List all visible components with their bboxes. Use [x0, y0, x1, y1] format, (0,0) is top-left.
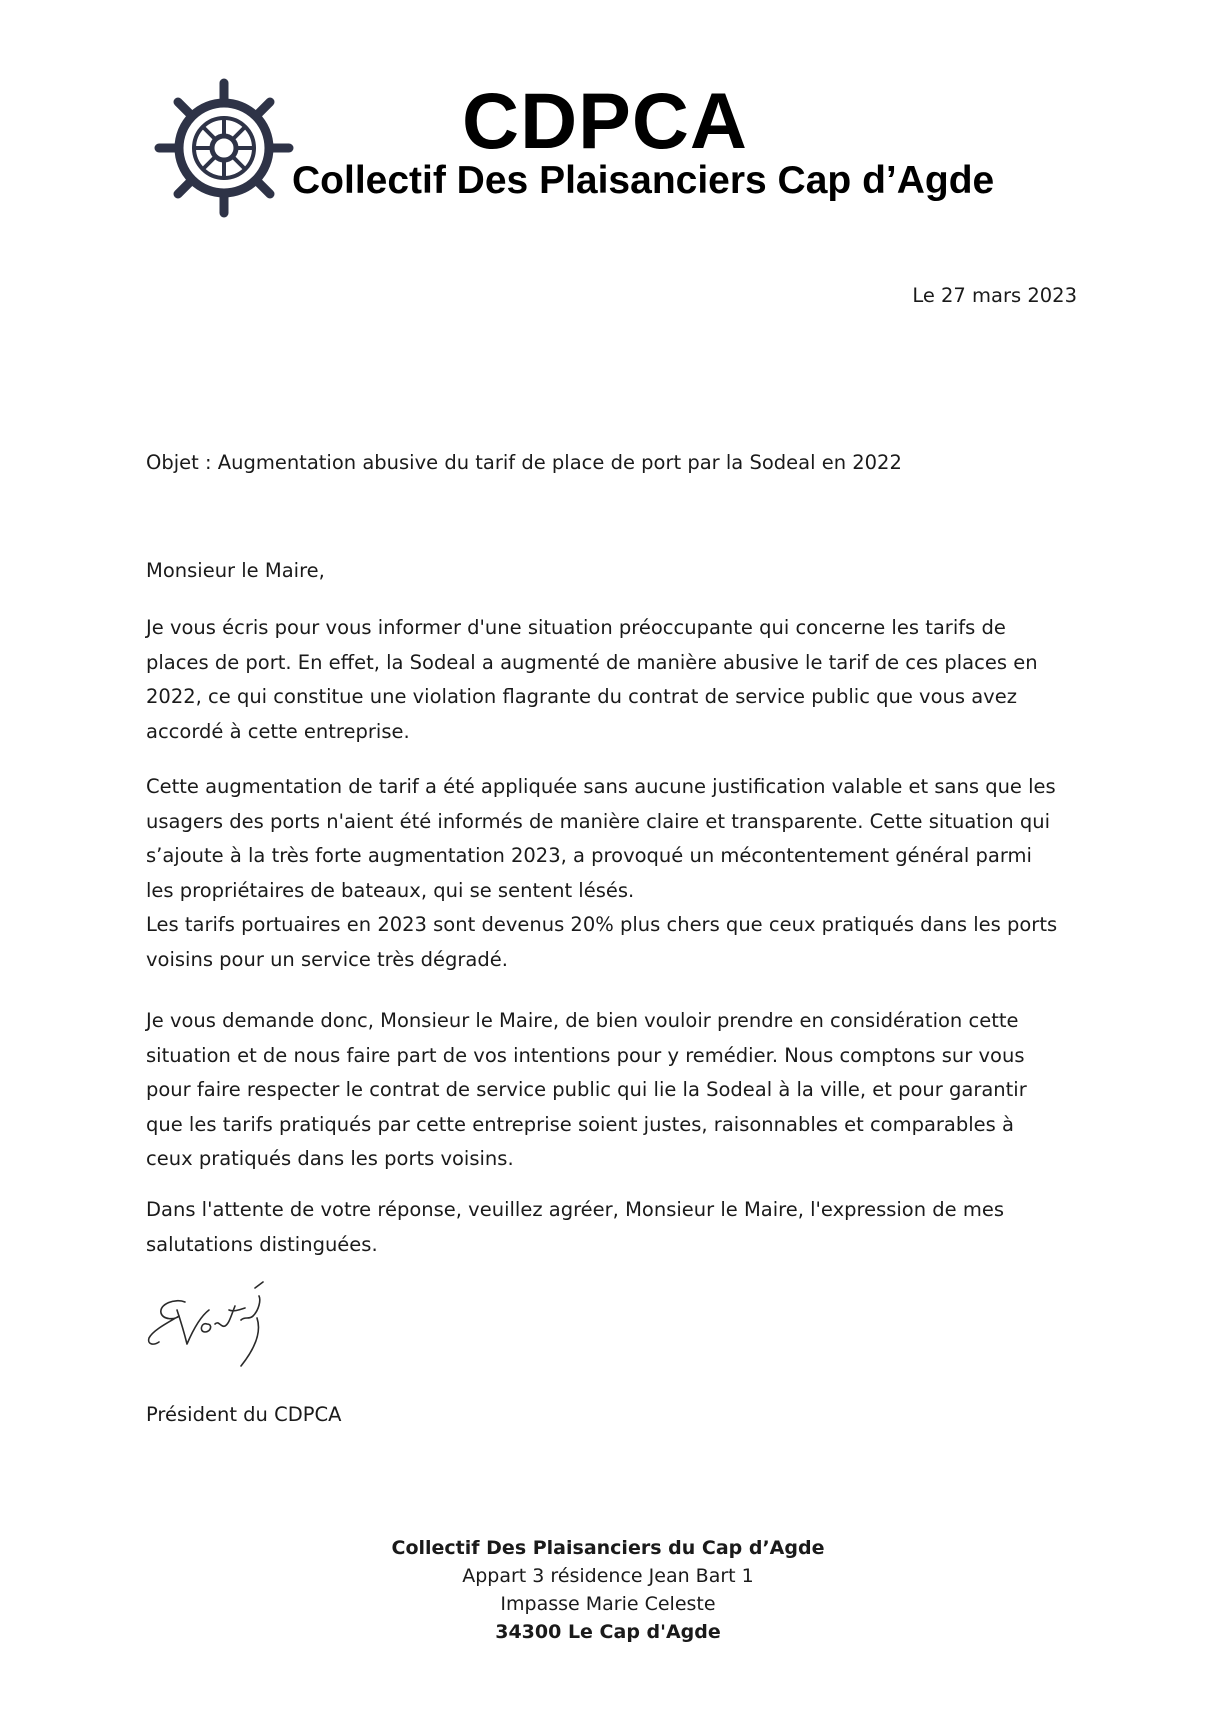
- footer-address-line-1: Appart 3 résidence Jean Bart 1: [462, 1565, 754, 1587]
- text-line: accordé à cette entreprise.: [146, 719, 410, 743]
- letter-salutation: Monsieur le Maire,: [146, 559, 325, 582]
- footer-city: 34300 Le Cap d'Agde: [495, 1621, 721, 1643]
- text-line: Je vous demande donc, Monsieur le Maire, de bien vouloir prendre en considération cette: [146, 1009, 1019, 1032]
- text-line: voisins pour un service très dégradé.: [146, 947, 508, 971]
- handwritten-signature-icon: [145, 1280, 295, 1375]
- letter-paragraph-2: [146, 770, 1086, 978]
- text-line: 2022, ce qui constitue une violation flagrante du contrat de service public que vous avez: [146, 685, 1017, 709]
- org-acronym: CDPCA: [462, 76, 748, 165]
- text-line: pour faire respecter le contrat de service public qui lie la Sodeal à la ville, et pour garantir: [146, 1078, 1027, 1102]
- letter-subject: Objet : Augmentation abusive du tarif de place de port par la Sodeal en 2022: [146, 451, 902, 474]
- signatory-title: Président du CDPCA: [146, 1403, 342, 1426]
- text-line: s’ajoute à la très forte augmentation 2023, a provoqué un mécontentement général parmi: [146, 844, 1032, 868]
- text-line: usagers des ports n'aient été informés de manière claire et transparente. Cette situation qui: [146, 809, 1050, 833]
- text-line: Dans l'attente de votre réponse, veuillez agréer, Monsieur le Maire, l'expression de mes: [146, 1198, 1005, 1221]
- footer-org-name: Collectif Des Plaisanciers du Cap d’Agde: [391, 1537, 825, 1559]
- text-line: Je vous écris pour vous informer d'une situation préoccupante qui concerne les tarifs de: [146, 616, 1006, 639]
- text-line: que les tarifs pratiqués par cette entreprise soient justes, raisonnables et comparables à: [146, 1112, 1014, 1136]
- footer-address: [0, 1534, 1216, 1646]
- text-line: Les tarifs portuaires en 2023 sont devenus 20% plus chers que ceux pratiqués dans les ports: [146, 913, 1058, 937]
- text-line: situation et de nous faire part de vos intentions pour y remédier. Nous comptons sur vous: [146, 1043, 1025, 1067]
- org-name: Collectif Des Plaisanciers Cap d’Agde: [292, 159, 995, 202]
- letter-date: Le 27 mars 2023: [912, 284, 1077, 307]
- letter-paragraph-3: [146, 1004, 1086, 1177]
- text-line: les propriétaires de bateaux, qui se sentent lésés.: [146, 878, 635, 902]
- letter-paragraph-4: [146, 1193, 1086, 1262]
- text-line: Cette augmentation de tarif a été appliquée sans aucune justification valable et sans que les: [146, 775, 1056, 798]
- text-line: salutations distinguées.: [146, 1232, 378, 1256]
- footer-address-line-2: Impasse Marie Celeste: [500, 1593, 716, 1615]
- text-line: ceux pratiqués dans les ports voisins.: [146, 1147, 514, 1171]
- text-line: places de port. En effet, la Sodeal a augmenté de manière abusive le tarif de ces places en: [146, 650, 1038, 674]
- letter-paragraph-1: [146, 611, 1086, 749]
- ship-wheel-icon: [153, 77, 295, 219]
